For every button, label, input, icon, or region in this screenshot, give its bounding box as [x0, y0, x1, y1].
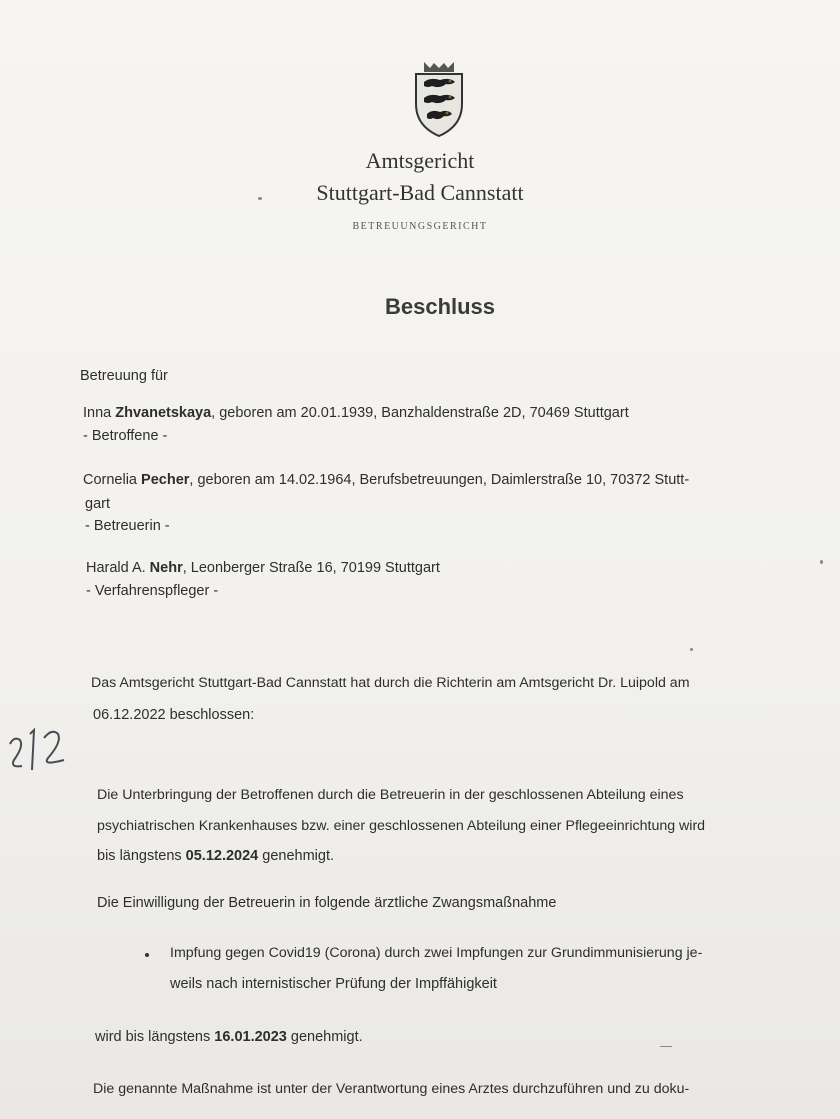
paragraph-placement-2: psychiatrischen Krankenhauses bzw. einer geschlossenen Abteilung einer Pflegeeinrichtung wird: [97, 818, 706, 834]
decision-date: 06.12.2022 beschlossen:: [93, 707, 255, 723]
text-segment: genehmigt.: [286, 1029, 363, 1045]
bullet-measure-1: Impfung gegen Covid19 (Corona) durch zwei Impfungen zur Grundimmunisierung je-: [170, 945, 703, 961]
court-department: BETREUUNGSGERICHT: [352, 221, 488, 232]
text-segment: bis längstens: [97, 848, 186, 864]
document-title: Beschluss: [384, 294, 496, 319]
paragraph-placement-1: Die Unterbringung der Betroffenen durch die Betreuerin in der geschlossenen Abteilung eines: [97, 787, 684, 803]
bullet-measure-2: weils nach internistischer Prüfung der Impffähigkeit: [170, 976, 497, 992]
paragraph-documentation: Die genannte Maßnahme ist unter der Verantwortung eines Arztes durchzuführen und zu doku-: [93, 1081, 690, 1097]
party-details: , geboren am 14.02.1964, Berufsbetreuungen, Daimlerstraße 10, 70372 Stutt-: [189, 472, 690, 488]
party-role: - Betreuerin -: [85, 518, 170, 534]
coat-of-arms-icon: [410, 60, 468, 138]
placement-deadline: 05.12.2024: [185, 848, 259, 864]
party-first-name: Inna: [83, 405, 116, 421]
handwritten-margin-note: [4, 716, 68, 774]
scan-speck: [820, 560, 823, 564]
party-procedural-guardian: [86, 560, 440, 576]
paragraph-approval: [95, 1029, 363, 1045]
party-role: - Betroffene -: [83, 428, 168, 444]
court-location: Stuttgart-Bad Cannstatt: [316, 180, 524, 205]
party-role: - Verfahrenspfleger -: [86, 583, 219, 599]
party-details: , Leonberger Straße 16, 70199 Stuttgart: [182, 560, 440, 576]
paragraph-consent: Die Einwilligung der Betreuerin in folgende ärztliche Zwangsmaßnahme: [97, 895, 557, 911]
party-first-name: Harald A.: [86, 560, 150, 576]
intro-text: Betreuung für: [80, 368, 168, 384]
party-first-name: Cornelia: [83, 472, 142, 488]
party-surname: Nehr: [149, 560, 183, 576]
scan-speck: [660, 1046, 672, 1047]
party-affected: [83, 405, 629, 421]
decision-intro: Das Amtsgericht Stuttgart-Bad Cannstatt hat durch die Richterin am Amtsgericht Dr. Luipold am: [91, 675, 690, 691]
scan-speck: [258, 197, 262, 200]
bullet-icon: [145, 953, 149, 957]
scan-speck: [690, 648, 693, 651]
party-details-cont: gart: [85, 496, 110, 512]
paragraph-placement-3: [97, 848, 334, 864]
measure-deadline: 16.01.2023: [214, 1029, 287, 1045]
text-segment: genehmigt.: [258, 848, 335, 864]
party-surname: Pecher: [141, 472, 190, 488]
text-segment: wird bis längstens: [95, 1029, 215, 1045]
party-details: , geboren am 20.01.1939, Banzhaldenstraße 2D, 70469 Stuttgart: [211, 405, 629, 421]
party-surname: Zhvanetskaya: [115, 405, 212, 421]
court-name: Amtsgericht: [365, 148, 475, 173]
party-guardian: [83, 472, 689, 488]
